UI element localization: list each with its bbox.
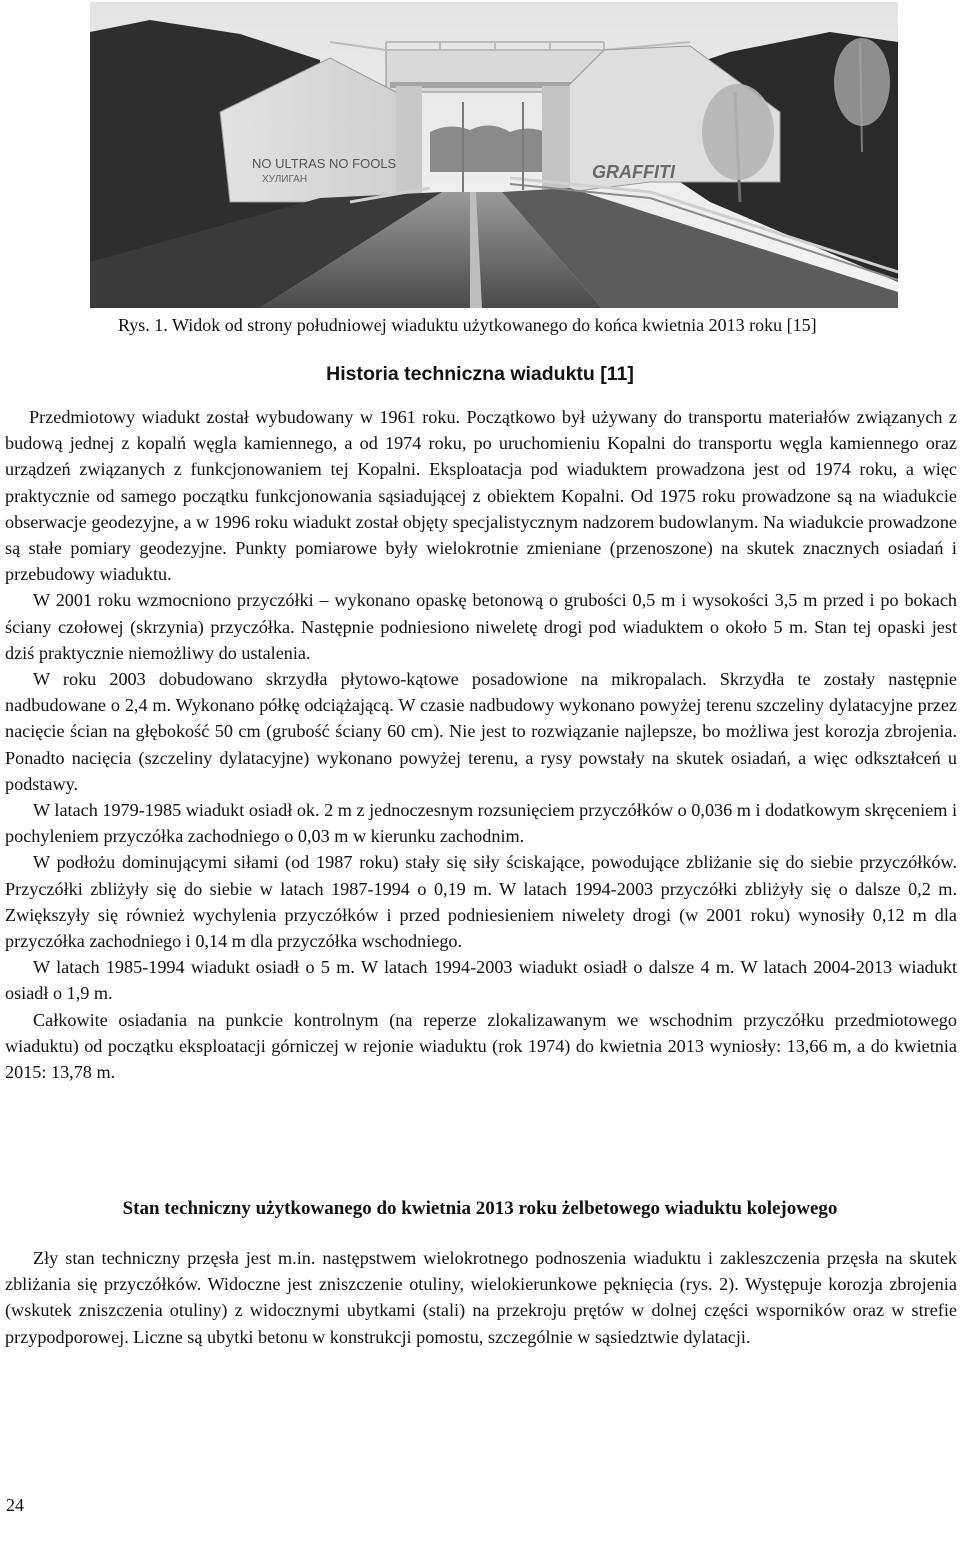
left-pier [396, 86, 422, 196]
paragraph: W 2001 roku wzmocniono przyczółki – wykonano opaskę betonową o grubości 0,5 m i wysokości 3,5 m przed i po bokach ściany czołowej (skrzynia) przyczółka. Następnie podniesiono niweletę drogi pod wiaduktem o około 5 m. Stan tej opaski jest dziś praktycznie niemożliwy do ustalenia. [5, 590, 957, 663]
paragraph: W podłożu dominującymi siłami (od 1987 roku) stały się siły ściskające, powodujące zbliżanie się do siebie przyczółków. Przyczółki zbliżyły się do siebie w latach 1987-1994 o 0,19 m. W latach 1994-2003 przyczółki zbliżyły się o dalsze 0,2 m. Zwiększyły się również wychylenia przyczółków i przed podniesieniem niwelety drogi (w 2001 roku) wynosiły 0,12 m dla przyczółka zachodniego i 0,14 m dla przyczółka wschodniego. [5, 852, 957, 952]
page-number: 24 [6, 1495, 24, 1515]
distant-trees [430, 125, 550, 172]
figure-caption: Rys. 1. Widok od strony południowej wiaduktu użytkowanego do końca kwietnia 2013 roku [15] [118, 315, 817, 335]
graffiti-right: GRAFFITI [592, 162, 675, 182]
right-pier [542, 86, 570, 194]
paragraph: Zły stan techniczny przęsła jest m.in. następstwem wielokrotnego podnoszenia wiaduktu i zakleszczenia przęsła na skutek zbliżania się przyczółków. Widoczne jest zniszczenie otuliny, wielokierunkowe pęknięcia (rys. 2). Występuje korozja zbrojenia (wskutek zniszczenia otuliny) z widocznymi ubytkami (stali) na przekroju prętów w dolnej części wsporników oraz w strefie przypodporowej. Liczne są ubytki betonu w konstrukcji pomostu, szczególnie w sąsiedztwie dylatacji. [5, 1248, 957, 1347]
graffiti-left: NO ULTRAS NO FOOLS [252, 156, 397, 171]
section-heading-history: Historia techniczna wiaduktu [11] [326, 363, 634, 385]
section-body-condition [5, 1245, 957, 1350]
paragraph: W roku 2003 dobudowano skrzydła płytowo-kątowe posadowione na mikropalach. Skrzydła te zostały następnie nadbudowane o 2,4 m. Wykonano półkę odciążającą. W czasie nadbudowy wykonano powyżej terenu szczeliny dylatacyjne przez nacięcie ścian na głębokość 50 cm (grubość ściany 60 cm). Nie jest to rozwiązanie najlepsze, bo możliwa jest korozja zbrojenia. Ponadto nacięcia (szczeliny dylatacyjne) wykonano powyżej terenu, a rysy powstały na skutek osiadań, a więc odkształceń u podstawy. [5, 669, 957, 794]
graffiti-left-2: ХУЛИГАН [262, 174, 308, 185]
section-body-history [5, 404, 957, 1085]
paragraph: Całkowite osiadania na punkcie kontrolnym (na reperze zlokalizawanym we wschodnim przyczółku przedmiotowego wiaduktu) od początku eksploatacji górniczej w rejonie wiaduktu (rok 1974) do kwietnia 2013 wyniosły: 13,66 m, a do kwietnia 2015: 13,78 m. [5, 1009, 957, 1083]
paragraph: Przedmiotowy wiadukt został wybudowany w 1961 roku. Początkowo był używany do transportu materiałów związanych z budową jednej z kopalń węgla kamiennego, a od 1974 roku, po uruchomieniu Kopalni do transportu węgla kamiennego oraz urządzeń związanych z funkcjonowaniem tej Kopalni. Eksploatacja pod wiaduktem prowadzona jest od 1974 roku, a więc praktycznie od samego początku funkcjonowania sąsiadującej z obiektem Kopalni. Od 1975 roku prowadzone są na wiadukcie obserwacje geodezyjne, a w 1996 roku wiadukt został objęty specjalistycznym nadzorem budowlanym. Na wiadukcie prowadzone są stałe pomiary geodezyjne. Punkty pomiarowe były wielokrotnie zmieniane (przenoszone) na skutek znacznych osiadań i przebudowy wiaduktu. [5, 407, 957, 585]
paragraph: W latach 1985-1994 wiadukt osiadł o 5 m. W latach 1994-2003 wiadukt osiadł o dalsze 4 m. W latach 2004-2013 wiadukt osiadł o 1,9 m. [5, 957, 957, 1004]
section-heading-condition: Stan techniczny użytkowanego do kwietnia 2013 roku żelbetowego wiaduktu kolejowego [122, 1198, 838, 1219]
paragraph: W latach 1979-1985 wiadukt osiadł ok. 2 m z jednoczesnym rozsunięciem przyczółków o 0,036 m i dodatkowym skręceniem i pochyleniem przyczółka zachodniego o 0,03 m w kierunku zachodnim. [5, 800, 957, 847]
viaduct-photo [90, 2, 898, 308]
